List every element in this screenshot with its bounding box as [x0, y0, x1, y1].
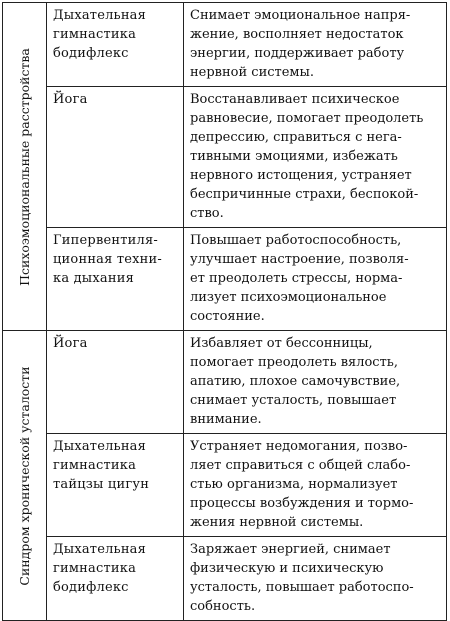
method-line: Гипервентиля-	[53, 233, 158, 248]
method-line: гимнастика	[53, 458, 137, 473]
effect-line: Снимает эмоциональное напря-	[190, 8, 411, 23]
method-cell	[47, 331, 184, 434]
effect-line: Восстанавливает психическое	[190, 92, 400, 107]
methods-table	[2, 2, 447, 621]
effect-line: равновесие, помогает преодолеть	[190, 111, 424, 126]
effect-line: беспричинные страхи, беспокой-	[190, 187, 419, 202]
effect-line: внимание.	[190, 412, 262, 427]
effect-line: Устраняет недомогания, позво-	[190, 439, 408, 454]
effect-cell	[184, 228, 447, 331]
table-row	[3, 331, 447, 434]
effect-line: апатию, плохое самочувствие,	[190, 374, 401, 389]
effect-line: депрессию, справиться с нега-	[190, 130, 402, 145]
effect-line: физическую и психическую	[190, 561, 384, 576]
table-row	[3, 3, 447, 87]
table-row	[3, 87, 447, 228]
group-cell	[3, 331, 47, 621]
effect-line: жения нервной системы.	[190, 515, 364, 530]
method-line: бодифлекс	[53, 46, 129, 61]
method-line: Дыхательная	[53, 542, 147, 557]
method-line: ка дыхания	[53, 271, 134, 286]
method-line: тайцзы цигун	[53, 477, 150, 492]
effect-line: снимает усталость, повышает	[190, 393, 397, 408]
method-cell	[47, 537, 184, 621]
effect-line: нервного истощения, устраняет	[190, 168, 412, 183]
effect-line: Повышает работоспособность,	[190, 233, 402, 248]
effect-line: Избавляет от бессонницы,	[190, 336, 373, 351]
effect-line: процессы возбуждения и тормо-	[190, 496, 414, 511]
group-label: Психоэмоциональные расстройства	[16, 47, 32, 286]
effect-line: лизует психоэмоциональное	[190, 290, 387, 305]
effect-cell	[184, 434, 447, 537]
method-line: гимнастика	[53, 27, 137, 42]
effect-line: жение, восполняет недостаток	[190, 27, 404, 42]
effect-line: стью организма, нормализует	[190, 477, 398, 492]
effect-cell	[184, 87, 447, 228]
method-cell	[47, 87, 184, 228]
effect-line: улучшает настроение, позволя-	[190, 252, 409, 267]
effect-line: ет преодолеть стрессы, норма-	[190, 271, 403, 286]
effect-cell	[184, 3, 447, 87]
effect-line: состояние.	[190, 309, 265, 324]
effect-cell	[184, 537, 447, 621]
method-line: ционная техни-	[53, 252, 163, 267]
effect-line: нервной системы.	[190, 65, 314, 80]
group-cell	[3, 3, 47, 331]
effect-line: помогает преодолеть вялость,	[190, 355, 398, 370]
method-line: Дыхательная	[53, 8, 147, 23]
method-cell	[47, 228, 184, 331]
effect-line: усталость, повышает работоспо-	[190, 580, 414, 595]
table-row	[3, 434, 447, 537]
group-label: Синдром хронической усталости	[16, 365, 32, 586]
method-line: Дыхательная	[53, 439, 147, 454]
method-line: Йога	[53, 92, 88, 107]
methods-table-body	[3, 3, 447, 621]
method-cell	[47, 434, 184, 537]
effect-line: тивными эмоциями, избежать	[190, 149, 398, 164]
effect-line: энергии, поддерживает работу	[190, 46, 405, 61]
table-row	[3, 537, 447, 621]
method-line: бодифлекс	[53, 580, 129, 595]
effect-line: ство.	[190, 206, 224, 221]
method-line: гимнастика	[53, 561, 137, 576]
effect-line: Заряжает энергией, снимает	[190, 542, 391, 557]
method-cell	[47, 3, 184, 87]
effect-cell	[184, 331, 447, 434]
effect-line: собность.	[190, 599, 256, 614]
effect-line: ляет справиться с общей слабо-	[190, 458, 411, 473]
table-row	[3, 228, 447, 331]
method-line: Йога	[53, 336, 88, 351]
